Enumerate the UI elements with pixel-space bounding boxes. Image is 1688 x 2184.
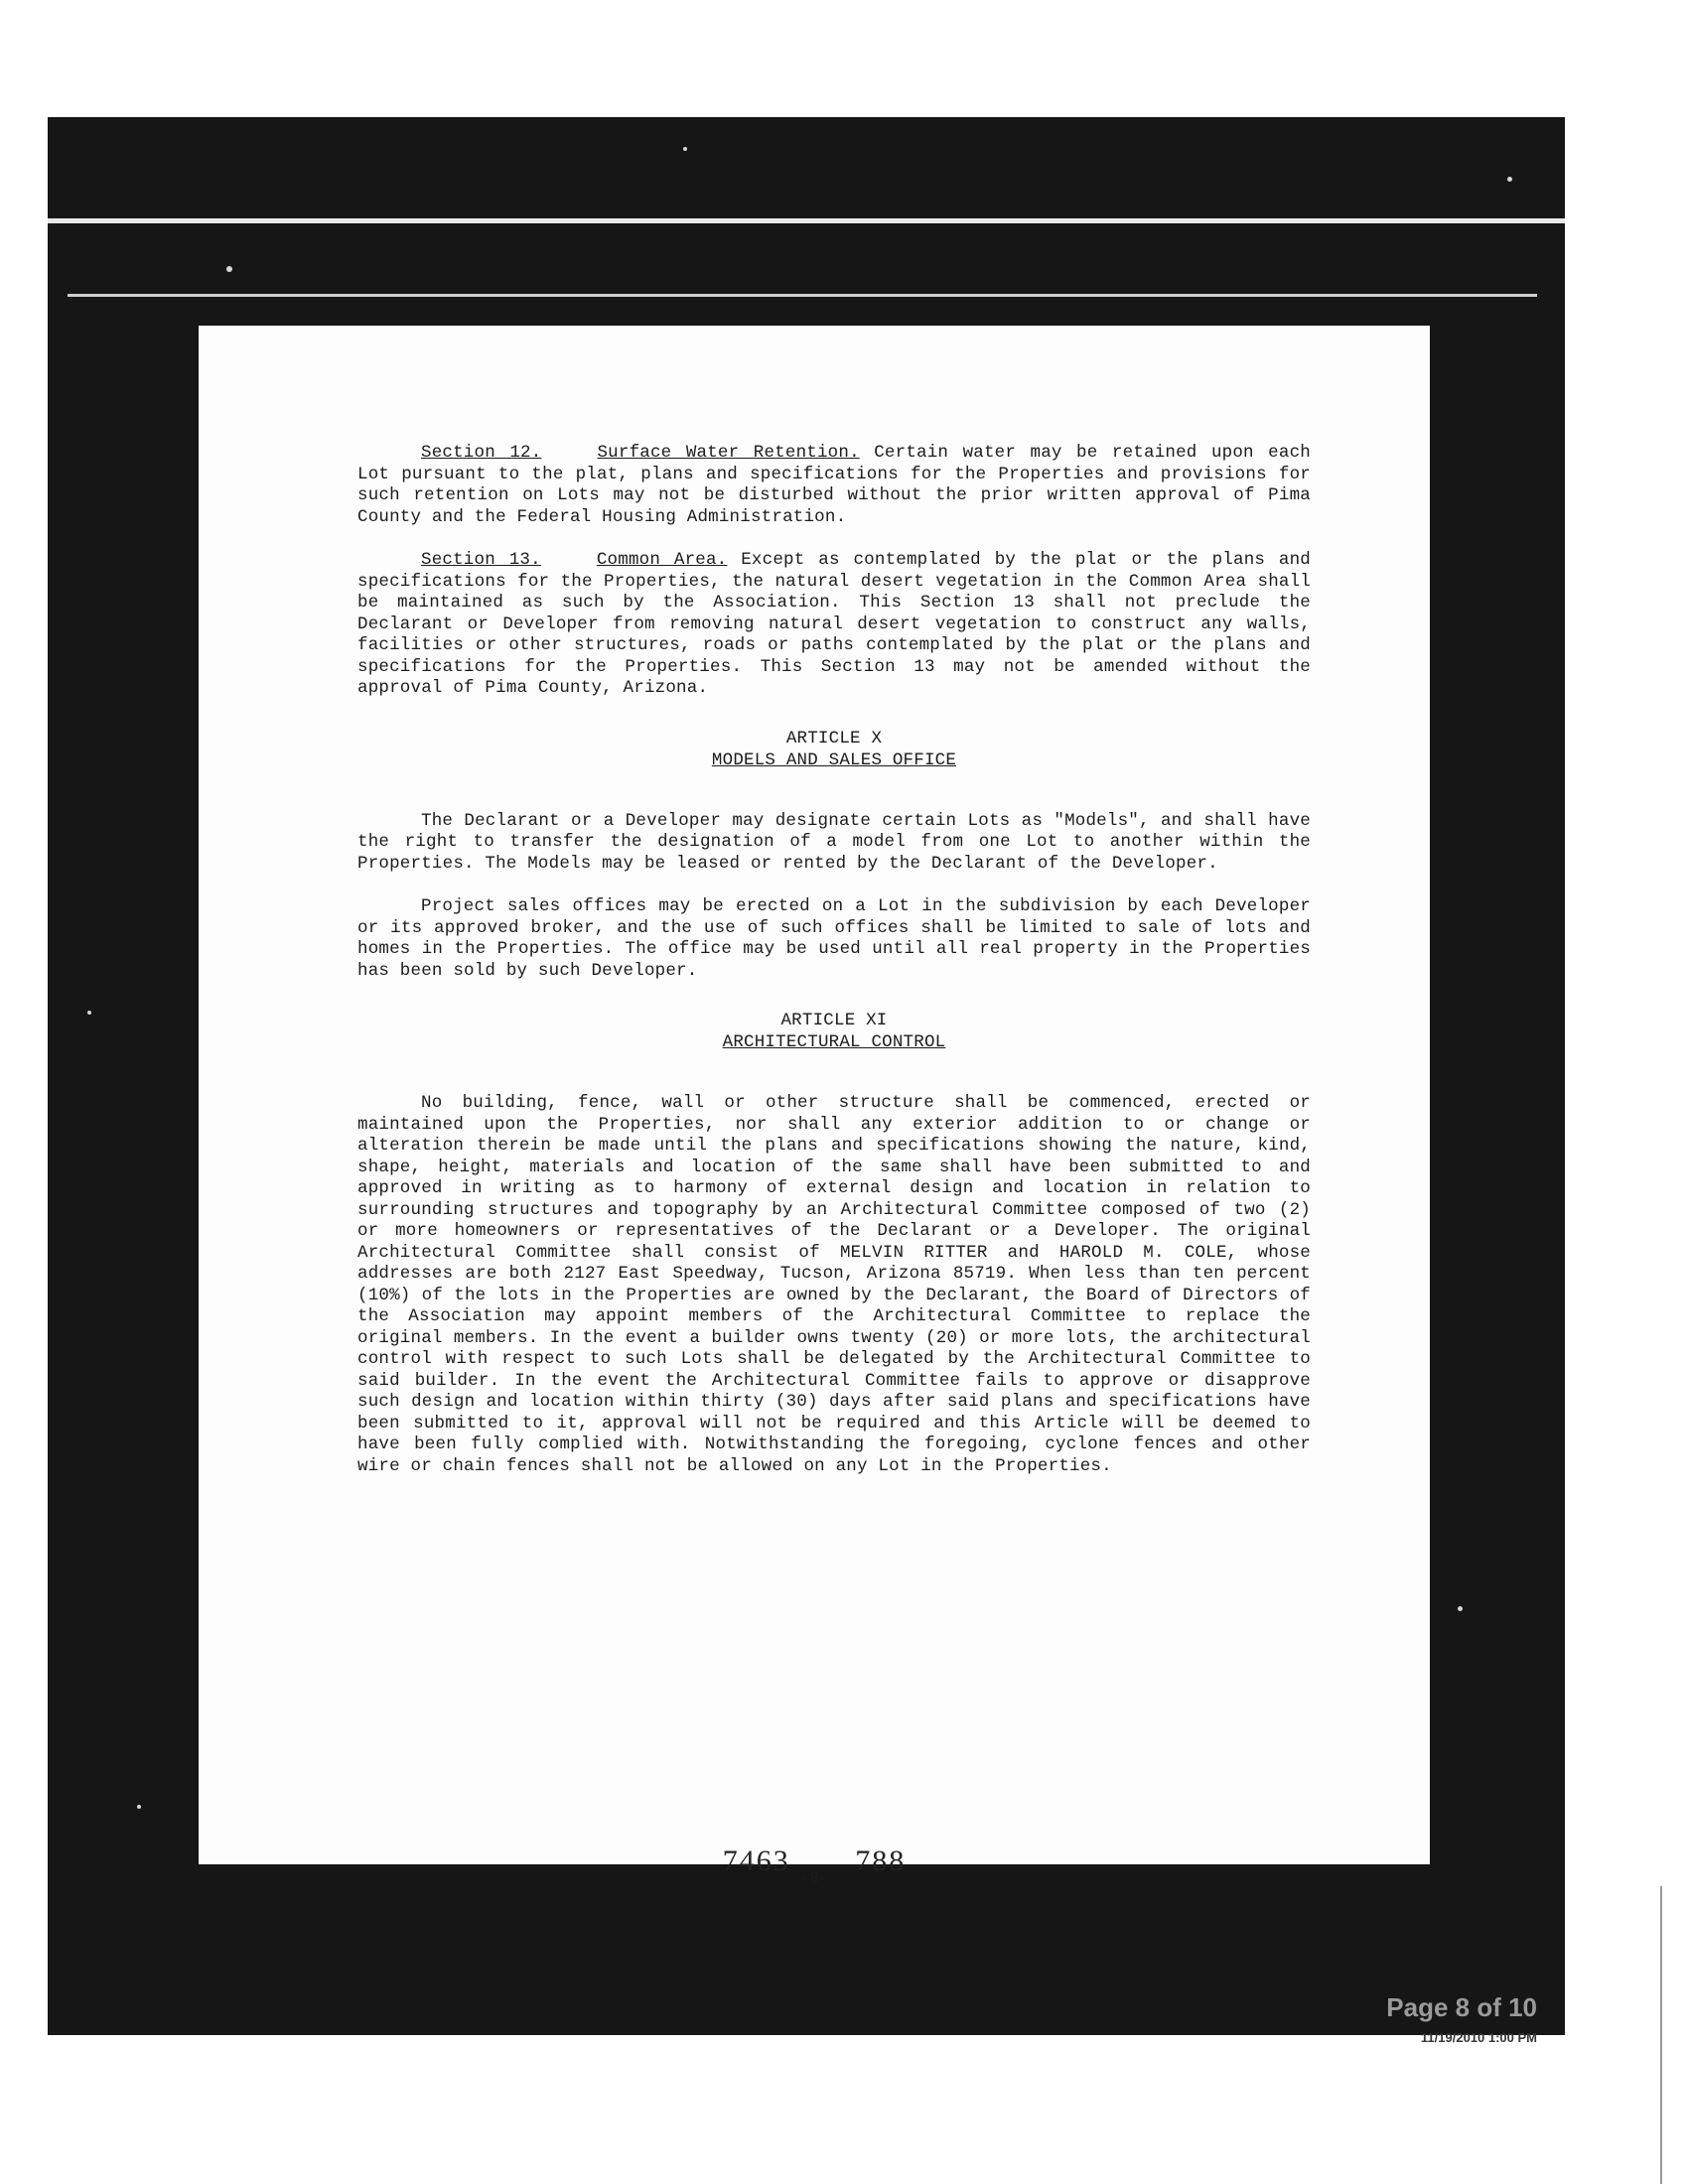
section-13-title: Common Area.	[596, 550, 728, 570]
article-10-paragraph: The Declarant or a Developer may designate certain Lots as "Models", and shall have the right to transfer the designation of a model from one Lot to another within the Properties. The Models may be leased or rented by the Declarant of the Developer.	[357, 810, 1311, 874]
section-13	[357, 550, 1311, 700]
page-number: -8-	[799, 1869, 829, 1887]
section-13-label: Section 13.	[421, 550, 541, 570]
section-12-body: Certain water may be retained upon each Lot pursuant to the plat, plans and specifications for the Properties and provisions for such retention on Lots may not be disturbed without the prior written approval of Pima County and the Federal Housing Administration.	[357, 443, 1311, 527]
scan-speck	[226, 266, 232, 272]
document-page	[199, 326, 1430, 1887]
article-10-title: MODELS AND SALES OFFICE	[711, 750, 957, 770]
scan-artifact-line	[68, 294, 1537, 297]
scan-speck	[87, 1011, 91, 1015]
article-10-number: ARTICLE X	[785, 728, 883, 749]
section-12-title: Surface Water Retention.	[597, 443, 860, 463]
print-timestamp: 11/19/2010 1:00 PM	[1420, 2030, 1537, 2045]
scan-speck	[1458, 1606, 1463, 1611]
article-11-title: ARCHITECTURAL CONTROL	[722, 1032, 946, 1052]
section-13-body: Except as contemplated by the plat or the plans and specifications for the Properties, the natural desert vegetation in the Common Area shall be maintained as such by the Association. This Section 13 shall not preclude the Declarant or Developer from removing natural desert vegetation to construct any walls, facilities or other structures, roads or paths contemplated by the plat or the plans and specifications for the Properties. This Section 13 may not be amended without the approval of Pima County, Arizona.	[357, 550, 1312, 698]
scan-artifact-line	[48, 218, 1565, 223]
scan-frame	[48, 117, 1565, 2035]
scan-speck	[683, 147, 687, 151]
recording-page: 788	[855, 1844, 907, 1877]
scan-speck	[137, 1805, 141, 1809]
recording-book: 7463	[722, 1844, 790, 1877]
article-11-paragraph: No building, fence, wall or other structure shall be commenced, erected or maintained upon the Properties, nor shall any exterior addition to or change or alteration therein be made until the plans and specifications showing the nature, kind, shape, height, materials and location of the same shall have been submitted to and approved in writing as to harmony of external design and location in relation to surrounding structures and topography by an Architectural Committee composed of two (2) or more homeowners or representatives of the Declarant or a Developer. The original Architectural Committee shall consist of MELVIN RITTER and HAROLD M. COLE, whose addresses are both 2127 East Speedway, Tucson, Arizona 85719. When less than ten percent (10%) of the lots in the Properties are owned by the Declarant, the Board of Directors of the Association may appoint members of the Architectural Committee to replace the original members. In the event a builder owns twenty (20) or more lots, the architectural control with respect to such Lots shall be delegated by the Architectural Committee to said builder. In the event the Architectural Committee fails to approve or disapprove such design and location within thirty (30) days after said plans and specifications have been submitted to it, approval will not be required and this Article will be deemed to have been fully complied with. Notwithstanding the foregoing, cyclone fences and other wire or chain fences shall not be allowed on any Lot in the Properties.	[357, 1093, 1311, 1476]
article-11-heading	[357, 1010, 1311, 1053]
page-count: Page 8 of 10	[1386, 1992, 1537, 2022]
article-10-paragraph: Project sales offices may be erected on a Lot in the subdivision by each Developer or its approved broker, and the use of such offices shall be limited to sale of lots and homes in the Properties. The office may be used until all real property in the Properties has been sold by such Developer.	[357, 896, 1311, 981]
article-11-number: ARTICLE XI	[780, 1011, 888, 1030]
document-body	[357, 443, 1311, 1499]
scan-speck	[1507, 177, 1512, 182]
article-10-heading	[357, 728, 1311, 771]
section-12	[357, 443, 1311, 528]
scan-edge-line	[1660, 1886, 1662, 2184]
section-12-label: Section 12.	[421, 443, 542, 463]
